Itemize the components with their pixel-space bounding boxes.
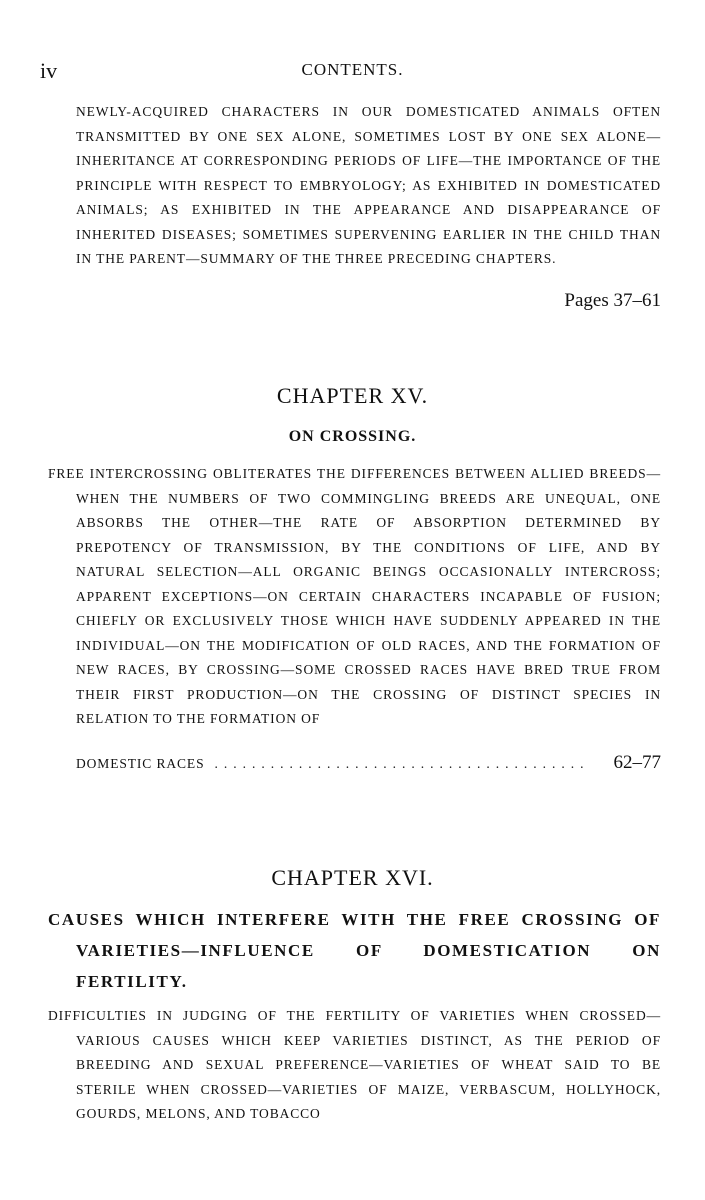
chapter-15-pages: 62–77 <box>613 752 661 773</box>
chapter-16-title: CHAPTER XVI. <box>271 865 434 890</box>
page-number: iv <box>40 58 58 83</box>
chapter-16-subtitle: CAUSES WHICH INTERFERE WITH THE FREE CROSSING OF VARIETIES—INFLUENCE OF DOMESTICATION ON FERTILITY. <box>48 910 661 991</box>
chapter-15-title: CHAPTER XV. <box>276 383 429 408</box>
chapter-15-subtitle: ON CROSSING. <box>288 428 417 445</box>
chapter-16-synopsis: DIFFICULTIES IN JUDGING OF THE FERTILITY OF VARIETIES WHEN CROSSED—VARIOUS CAUSES WHICH KEEP VARIETIES DISTINCT, AS THE PERIOD OF BREEDING AND SEXUAL PREFERENCE—VARIETIES OF WHEAT SAID TO BE STERILE WHEN CROSSED—VARIETIES OF MAIZE, VERBASCUM, HOLLYHOCK, GOURDS, MELONS, AND TOBACCO <box>48 1008 661 1121</box>
running-head: CONTENTS. <box>301 60 404 79</box>
chapter-15-synopsis: FREE INTERCROSSING OBLITERATES THE DIFFERENCES BETWEEN ALLIED BREEDS—WHEN THE NUMBERS OF TWO COMMINGLING BREEDS ARE UNEQUAL, ONE ABSORBS THE OTHER—THE RATE OF ABSORPTION DETERMINED BY PREPOTENCY OF TRANSMISSION, BY THE CONDITIONS OF LIFE, AND BY NATURAL SELECTION—ALL ORGANIC BEINGS OCCASIONALLY INTERCROSS; APPARENT EXCEPTIONS—ON CERTAIN CHARACTERS INCAPABLE OF FUSION; CHIEFLY OR EXCLUSIVELY THOSE WHICH HAVE SUDDENLY APPEARED IN THE INDIVIDUAL—ON THE MODIFICATION OF OLD RACES, AND THE FORMATION OF NEW RACES, BY CROSSING—SOME CROSSED RACES HAVE BRED TRUE FROM THEIR FIRST PRODUCTION—ON THE CROSSING OF DISTINCT SPECIES IN RELATION TO THE FORMATION OF <box>48 466 661 726</box>
chapter-15-last-words: DOMESTIC RACES <box>76 756 205 771</box>
dot-leader: ........................................ <box>214 756 590 771</box>
chapter-15-toc-line <box>76 752 661 774</box>
continued-synopsis: NEWLY-ACQUIRED CHARACTERS IN OUR DOMESTICATED ANIMALS OFTEN TRANSMITTED BY ONE SEX ALONE, SOMETIMES LOST BY ONE SEX ALONE—INHERITANCE AT CORRESPONDING PERIODS OF LIFE—THE IMPORTANCE OF THE PRINCIPLE WITH RESPECT TO EMBRYOLOGY; AS EXHIBITED IN DOMESTICATED ANIMALS; AS EXHIBITED IN THE APPEARANCE AND DISAPPEARANCE OF INHERITED DISEASES; SOMETIMES SUPERVENING EARLIER IN THE CHILD THAN IN THE PARENT—SUMMARY OF THE THREE PRECEDING CHAPTERS. <box>76 104 661 266</box>
continued-pages: Pages 37–61 <box>564 290 661 311</box>
